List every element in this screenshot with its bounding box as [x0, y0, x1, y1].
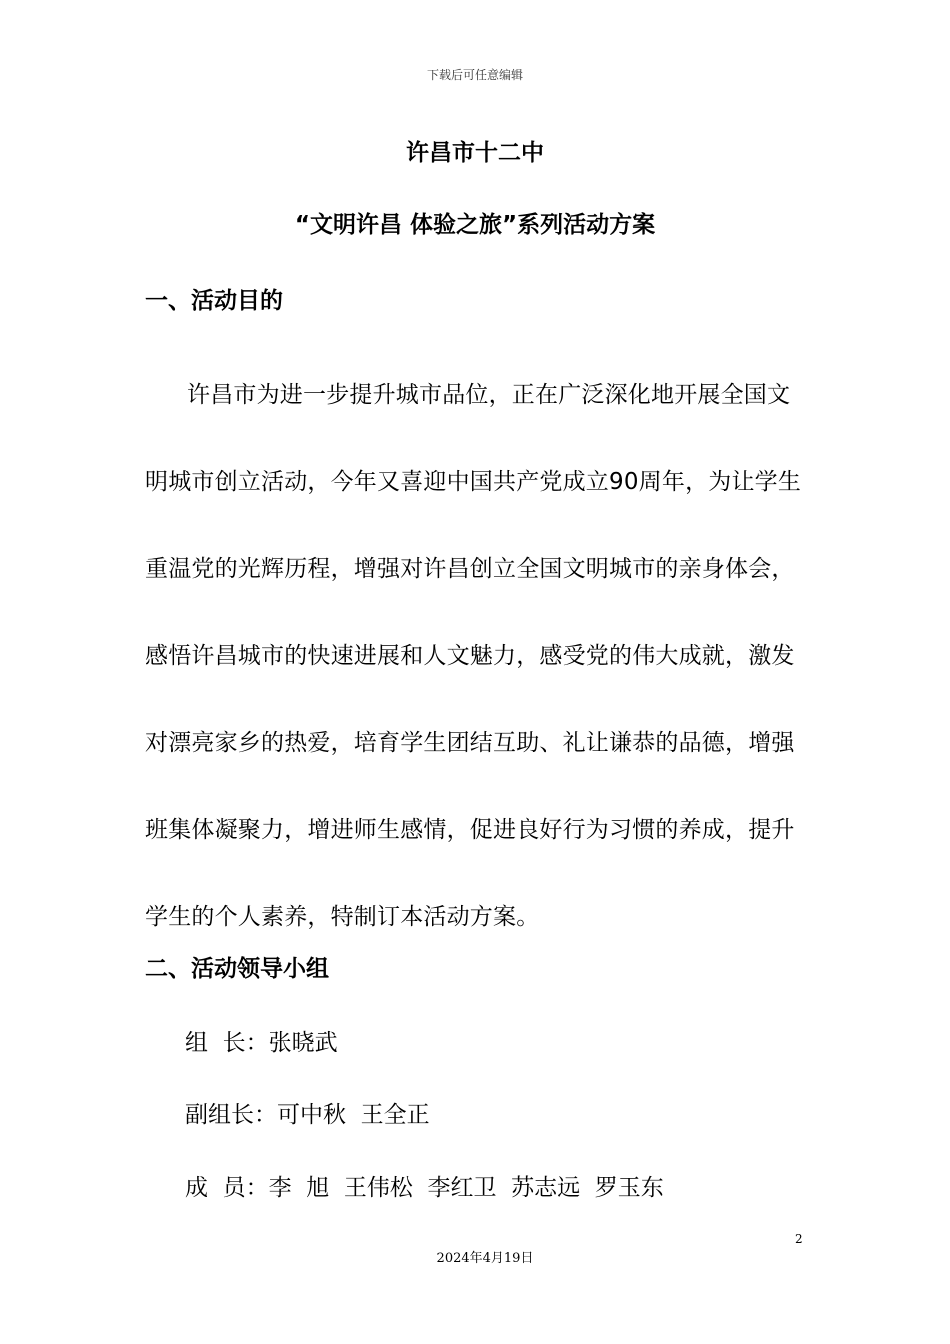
page-number: 2 — [795, 1232, 803, 1246]
document-title: 许昌市十二中 — [406, 140, 544, 166]
page-header: 下载后可任意编辑 — [426, 68, 523, 82]
leader-line: 组 长：张晓武 — [185, 1030, 338, 1056]
document-subtitle: “文明许昌 体验之旅”系列活动方案 — [294, 212, 656, 238]
deputy-leader-line: 副组长：可中秋 王全正 — [185, 1102, 430, 1128]
section-heading-leadership: 二、活动领导小组 — [145, 956, 329, 982]
section-heading-purpose: 一、活动目的 — [145, 288, 283, 314]
section-paragraph-purpose: 许昌市为进一步提升城市品位，正在广泛深化地开展全国文明城市创立活动，今年又喜迎中国共产党成立90周年，为让学生重温党的光辉历程，增强对许昌创立全国文明城市的亲身体会，感悟许昌城市的快速进展和人文魅力，感受党的伟大成就，激发对漂亮家乡的热爱，培育学生团结互助、礼让谦恭的品德，增强班集体凝聚力，增进师生感情，促进良好行为习惯的养成，提升学生的个人素养，特制订本活动方案。 — [145, 382, 802, 930]
members-line: 成 员：李 旭 王伟松 李红卫 苏志远 罗玉东 — [185, 1175, 664, 1201]
footer-date: 2024年4月19日 — [436, 1251, 534, 1266]
